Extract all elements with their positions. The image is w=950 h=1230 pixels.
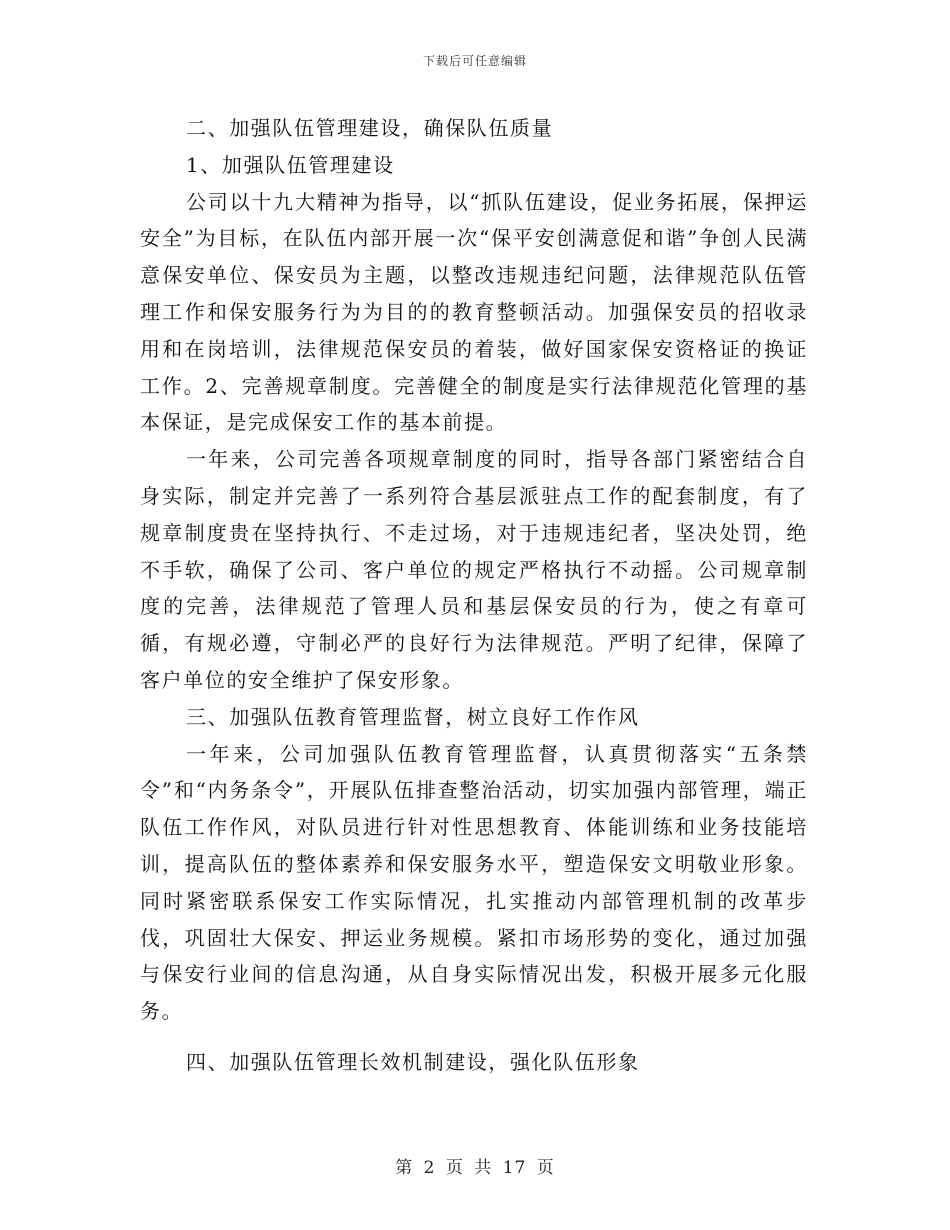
body-paragraph: 一年来，公司完善各项规章制度的同时，指导各部门紧密结合自身实际，制定并完善了一系列符合基层派驻点工作的配套制度，有了规章制度贵在坚持执行、不走过场，对于违规违纪者，坚决处罚，绝不手软，确保了公司、客户单位的规定严格执行不动摇。公司规章制度的完善，法律规范了管理人员和基层保安员的行为，使之有章可循，有规必遵，守制必严的良好行为法律规范。严明了纪律，保障了客户单位的安全维护了保安形象。 (140, 447, 808, 692)
page-number: 第 2 页 共 17 页 (395, 1158, 555, 1178)
body-paragraph: 一年来，公司加强队伍教育管理监督，认真贯彻落实“五条禁令”和“内务条令”，开展队伍排查整治活动，切实加强内部管理，端正队伍工作作风，对队员进行针对性思想教育、体能训练和业务技能培训，提高队伍的整体素养和保安服务水平，塑造保安文明敬业形象。同时紧密联系保安工作实际情况，扎实推动内部管理机制的改革步伐，巩固壮大保安、押运业务规模。紧扣市场形势的变化，通过加强与保安行业间的信息沟通，从自身实际情况出发，积极开展多元化服务。 (140, 741, 808, 1024)
section-heading-3: 三、加强队伍教育管理监督，树立良好工作作风 (186, 704, 640, 729)
subsection-heading-1: 1、加强队伍管理建设 (186, 152, 395, 177)
document-body (140, 110, 808, 1081)
page-header: 下载后可任意编辑 (422, 54, 527, 68)
section-heading-4: 四、加强队伍管理长效机制建设，强化队伍形象 (186, 1049, 640, 1074)
section-heading-2: 二、加强队伍管理建设，确保队伍质量 (186, 116, 554, 140)
body-paragraph: 公司以十九大精神为指导，以“抓队伍建设，促业务拓展，保押运安全”为目标，在队伍内部开展一次“保平安创满意促和谐”争创人民满意保安单位、保安员为主题，以整改违规违纪问题，法律规范队伍管理工作和保安服务行为为目的的教育整顿活动。加强保安员的招收录用和在岗培训，法律规范保安员的着装，做好国家保安资格证的换证工作。2、完善规章制度。完善健全的制度是实行法律规范化管理的基本保证，是完成保安工作的基本前提。 (140, 189, 808, 435)
